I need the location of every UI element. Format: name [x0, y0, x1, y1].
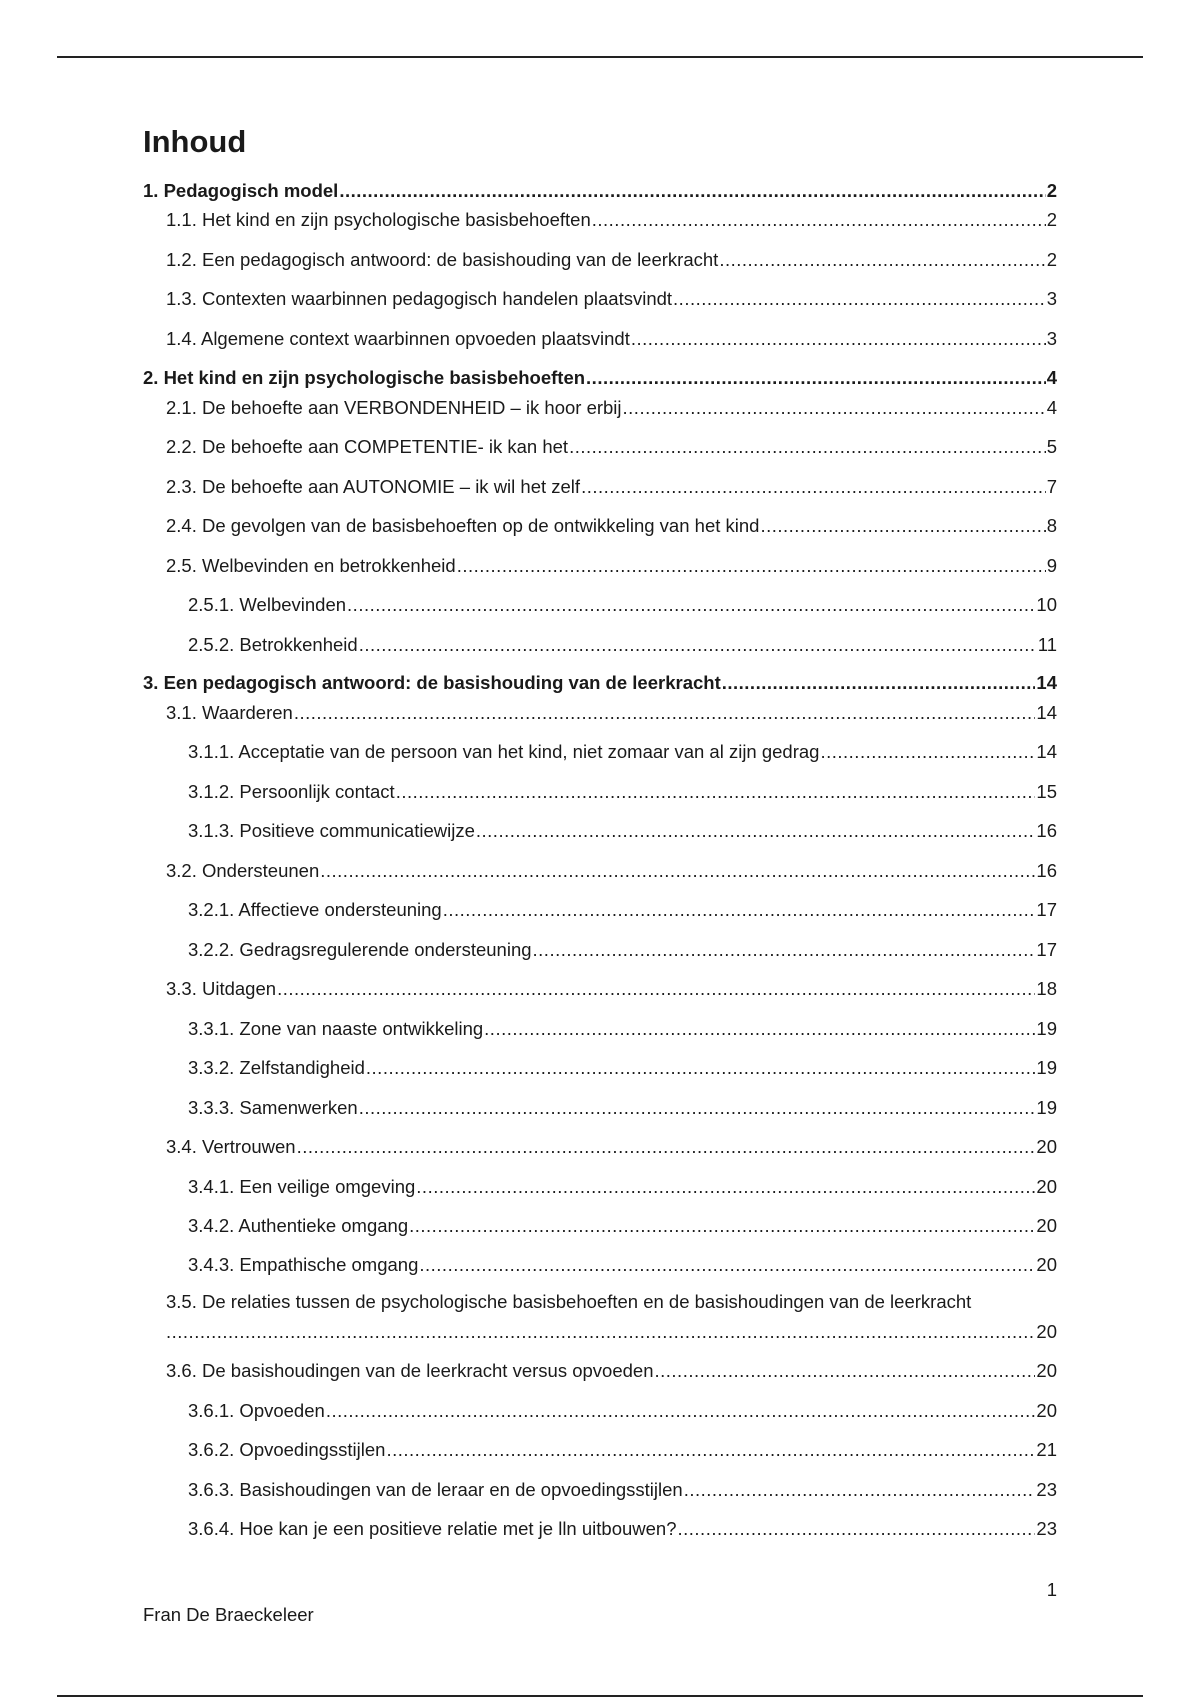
toc-entry-page: 19: [1036, 1018, 1057, 1039]
toc-title: Inhoud: [143, 124, 247, 159]
toc-entry-page: 20: [1036, 1254, 1057, 1275]
dot-leader: [457, 554, 1046, 578]
toc-entry-page: 17: [1036, 899, 1057, 920]
toc-entry-label: 3.5. De relaties tussen de psychologische basisbehoeften en de basishoudingen van de leerkracht: [166, 1291, 972, 1312]
toc-entry[interactable]: [188, 1438, 1057, 1462]
toc-entry-page: 18: [1036, 978, 1057, 999]
toc-entry-label: 2.2. De behoefte aan COMPETENTIE- ik kan het: [166, 436, 569, 457]
toc-entry-page: 14: [1036, 702, 1057, 723]
toc-entry-label: 3.6.1. Opvoeden: [188, 1400, 325, 1421]
footer-author: Fran De Braeckeleer: [143, 1604, 314, 1625]
dot-leader: [359, 633, 1037, 657]
toc-entry[interactable]: [143, 671, 1057, 695]
toc-entry-page: 14: [1036, 672, 1057, 693]
toc-entry-page: 20: [1036, 1176, 1057, 1197]
dot-leader: [655, 1359, 1036, 1383]
dot-leader: [277, 977, 1035, 1001]
dot-leader: [722, 671, 1036, 695]
toc-entry[interactable]: [188, 780, 1057, 804]
toc-entry-page: 2: [1046, 180, 1057, 201]
dot-leader: [684, 1478, 1036, 1502]
dot-leader: [673, 287, 1046, 311]
toc-entry-page: 21: [1036, 1439, 1057, 1460]
dot-leader: [396, 780, 1036, 804]
dot-leader: [386, 1438, 1035, 1462]
toc-entry-label: 3.3.2. Zelfstandigheid: [188, 1057, 365, 1078]
dot-leader: [678, 1517, 1036, 1541]
dot-leader: [820, 740, 1035, 764]
toc-entry[interactable]: [166, 977, 1057, 1001]
toc-entry-label: 3.4.3. Empathische omgang: [188, 1254, 419, 1275]
toc-entry-label: 3.3.1. Zone van naaste ontwikkeling: [188, 1018, 484, 1039]
dot-leader: [443, 898, 1036, 922]
toc-entry[interactable]: [188, 1517, 1057, 1541]
dot-leader: [592, 208, 1046, 232]
toc-entry-page: 23: [1036, 1518, 1057, 1539]
dot-leader: [339, 179, 1045, 203]
dot-leader: [326, 1399, 1036, 1423]
toc-entry[interactable]: [188, 1096, 1057, 1120]
toc-entry[interactable]: [143, 366, 1057, 390]
toc-entry[interactable]: [166, 1135, 1057, 1159]
toc-entry[interactable]: [188, 819, 1057, 843]
toc-entry[interactable]: [188, 1214, 1057, 1238]
toc-entry-label: 2.3. De behoefte aan AUTONOMIE – ik wil het zelf: [166, 476, 581, 497]
header-rule: [57, 56, 1143, 58]
toc-entry-page: 20: [1036, 1360, 1057, 1381]
dot-leader: [366, 1056, 1036, 1080]
toc-entry[interactable]: [166, 514, 1057, 538]
toc-entry-label: 3.6.3. Basishoudingen van de leraar en de opvoedingsstijlen: [188, 1479, 683, 1500]
toc-entry[interactable]: [166, 701, 1057, 725]
toc-entry-label: 2.4. De gevolgen van de basisbehoeften op de ontwikkeling van het kind: [166, 515, 760, 536]
toc-entry-page: 16: [1036, 820, 1057, 841]
toc-entry[interactable]: [188, 1478, 1057, 1502]
toc-entry-page: 19: [1036, 1057, 1057, 1078]
dot-leader: [409, 1214, 1035, 1238]
toc-entry-label: 1.3. Contexten waarbinnen pedagogisch handelen plaatsvindt: [166, 288, 673, 309]
toc-entry-page: 3: [1046, 328, 1057, 349]
toc-entry[interactable]: [166, 287, 1057, 311]
toc-entry-label: 3.1.3. Positieve communicatiewijze: [188, 820, 475, 841]
toc-entry-label: 3.1.2. Persoonlijk contact: [188, 781, 395, 802]
toc-entry-page: 19: [1036, 1097, 1057, 1118]
toc-entry-page: 9: [1046, 555, 1057, 576]
toc-entry-label: 3.1. Waarderen: [166, 702, 293, 723]
toc-entry-leader-line: [166, 1320, 1057, 1344]
toc-entry[interactable]: [166, 859, 1057, 883]
toc-entry[interactable]: [188, 938, 1057, 962]
dot-leader: [631, 327, 1046, 351]
toc-entry-page: 8: [1046, 515, 1057, 536]
toc-entry-page: 4: [1046, 367, 1057, 388]
toc-entry[interactable]: [166, 396, 1057, 420]
dot-leader: [760, 514, 1045, 538]
dot-leader: [419, 1253, 1035, 1277]
toc-entry[interactable]: [166, 208, 1057, 232]
toc-entry-page: 20: [1036, 1136, 1057, 1157]
toc-entry[interactable]: [188, 633, 1057, 657]
dot-leader: [719, 248, 1045, 272]
toc-entry-label: 3.6. De basishoudingen van de leerkracht versus opvoeden: [166, 1360, 654, 1381]
toc-entry-label: 3.4.1. Een veilige omgeving: [188, 1176, 416, 1197]
dot-leader: [581, 475, 1046, 499]
footer-rule: [57, 1695, 1143, 1697]
toc-entry-page: 4: [1046, 397, 1057, 418]
toc-entry-label: 3.2. Ondersteunen: [166, 860, 320, 881]
toc-entry[interactable]: [188, 1017, 1057, 1041]
toc-entry-page: 11: [1037, 634, 1057, 655]
toc-entry[interactable]: [166, 327, 1057, 351]
toc-entry[interactable]: [188, 1253, 1057, 1277]
toc-entry[interactable]: [166, 1359, 1057, 1383]
toc-entry-label: 3.3.3. Samenwerken: [188, 1097, 358, 1118]
toc-entry-label: 2.5.1. Welbevinden: [188, 594, 347, 615]
toc-entry-page: 23: [1036, 1479, 1057, 1500]
dot-leader: [569, 435, 1046, 459]
toc-entry-page: 2: [1046, 249, 1057, 270]
toc-entry-label: 3.6.2. Opvoedingsstijlen: [188, 1439, 386, 1460]
toc-entry[interactable]: [188, 1399, 1057, 1423]
toc-entry[interactable]: [188, 740, 1057, 764]
toc-entry-page: 3: [1046, 288, 1057, 309]
toc-entry-page: 20: [1036, 1400, 1057, 1421]
toc-entry-page: 15: [1036, 781, 1057, 802]
toc-entry-label: 3.4.2. Authentieke omgang: [188, 1215, 409, 1236]
toc-entry[interactable]: [166, 435, 1057, 459]
toc-entry-label: 2.1. De behoefte aan VERBONDENHEID – ik hoor erbij: [166, 397, 622, 418]
dot-leader: [294, 701, 1036, 725]
toc-entry-label: 2.5. Welbevinden en betrokkenheid: [166, 555, 456, 576]
toc-entry-label: 3.2.2. Gedragsregulerende ondersteuning: [188, 939, 532, 960]
toc-entry[interactable]: [188, 898, 1057, 922]
toc-entry-label: 3.1.1. Acceptatie van de persoon van het kind, niet zomaar van al zijn gedrag: [188, 741, 820, 762]
toc-entry-page: 7: [1046, 476, 1057, 497]
dot-leader: [297, 1135, 1036, 1159]
dot-leader: [623, 396, 1046, 420]
toc-entry-label: 1. Pedagogisch model: [143, 180, 339, 201]
toc-entry[interactable]: [166, 554, 1057, 578]
toc-entry-page: 16: [1036, 860, 1057, 881]
toc-entry[interactable]: [188, 1175, 1057, 1199]
dot-leader: [416, 1175, 1035, 1199]
toc-entry[interactable]: [166, 248, 1057, 272]
toc-entry-label: 1.1. Het kind en zijn psychologische basisbehoeften: [166, 209, 591, 230]
dot-leader: [533, 938, 1036, 962]
toc-entry-page: 17: [1036, 939, 1057, 960]
toc-entry[interactable]: [166, 475, 1057, 499]
toc-entry-page: 5: [1046, 436, 1057, 457]
toc-entry-label: 3.3. Uitdagen: [166, 978, 277, 999]
toc-entry-page: 10: [1036, 594, 1057, 615]
dot-leader: [347, 593, 1035, 617]
toc-entry-label: 3.6.4. Hoe kan je een positieve relatie met je lln uitbouwen?: [188, 1518, 677, 1539]
toc-entry-page: 20: [1036, 1321, 1057, 1342]
dot-leader: [586, 366, 1046, 390]
toc-entry[interactable]: [143, 179, 1057, 203]
toc-entry-label: 3.4. Vertrouwen: [166, 1136, 296, 1157]
toc-entry-page: 20: [1036, 1215, 1057, 1236]
dot-leader: [359, 1096, 1036, 1120]
dot-leader: [166, 1320, 1035, 1344]
toc-entry-label: 3.2.1. Affectieve ondersteuning: [188, 899, 442, 920]
toc-entry-page: 14: [1036, 741, 1057, 762]
toc-entry-label: 1.2. Een pedagogisch antwoord: de basishouding van de leerkracht: [166, 249, 719, 270]
toc-entry-label: 1.4. Algemene context waarbinnen opvoeden plaatsvindt: [166, 328, 630, 349]
toc-entry-label: 3. Een pedagogisch antwoord: de basishouding van de leerkracht: [143, 672, 721, 693]
toc-entry-page: 2: [1046, 209, 1057, 230]
toc-entry[interactable]: [188, 1056, 1057, 1080]
dot-leader: [484, 1017, 1035, 1041]
dot-leader: [320, 859, 1035, 883]
toc-entry-label: 2. Het kind en zijn psychologische basisbehoeften: [143, 367, 586, 388]
dot-leader: [476, 819, 1036, 843]
toc-entry-label: 2.5.2. Betrokkenheid: [188, 634, 358, 655]
page-number: 1: [1046, 1579, 1057, 1600]
toc-entry[interactable]: [188, 593, 1057, 617]
